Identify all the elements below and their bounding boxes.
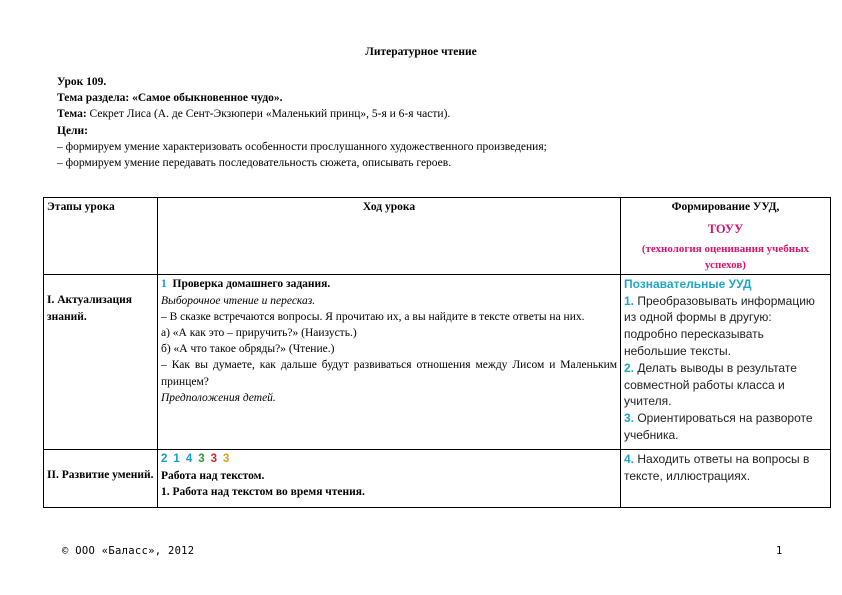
- header-toou: ТОУУ: [707, 222, 744, 237]
- question-b: б) «А что такое обряды?» (Чтение.): [161, 343, 335, 356]
- stage-name: I. Актуализация знаний.: [47, 294, 133, 323]
- course-cell: [158, 450, 621, 508]
- footer-page-number: 1: [776, 545, 783, 557]
- topic-value: Секрет Лиса (А. де Сент-Экзюпери «Маленький принц», 5-я и 6-я части).: [86, 108, 451, 121]
- table-row: [44, 275, 831, 450]
- topic-line: [57, 106, 797, 122]
- step-title-line: [161, 276, 617, 292]
- stage-name: II. Развитие умений.: [47, 469, 154, 482]
- page-title: Литературное чтение: [365, 46, 477, 58]
- lesson-header: [57, 74, 797, 171]
- work-subtitle: 1. Работа над текстом во время чтения.: [161, 485, 365, 498]
- footer-copyright: © ООО «Баласс», 2012: [62, 545, 195, 557]
- uud-cell: [621, 450, 831, 508]
- question-text: – Как вы думаете, как дальше будут развиваться отношения между Лисом и Маленьким принцем?: [161, 359, 617, 388]
- lesson-number: Урок 109.: [57, 76, 107, 88]
- uud-item-number: 3.: [624, 411, 635, 426]
- uud-item-number: 1.: [624, 293, 635, 308]
- score-digit: 3: [223, 453, 230, 466]
- uud-item-text: Делать выводы в результате совместной работы класса и учителя.: [624, 360, 797, 409]
- question-a: а) «А как это – приручить?» (Наизусть.): [161, 327, 357, 340]
- score-digit: 1: [173, 453, 180, 466]
- table-row: [44, 450, 831, 508]
- answer-text: Предположения детей.: [161, 391, 276, 404]
- header-stages: Этапы урока: [44, 198, 158, 275]
- section-value: «Самое обыкновенное чудо».: [129, 92, 283, 105]
- section-label: Тема раздела:: [57, 92, 130, 105]
- step-number: 1: [161, 278, 167, 291]
- score-digit: 3: [198, 453, 205, 466]
- uud-item-number: 4.: [624, 452, 635, 467]
- score-digit: 3: [210, 453, 218, 466]
- section-line: [57, 90, 797, 106]
- header-course: Ход урока: [158, 198, 621, 275]
- uud-item: [624, 451, 827, 485]
- score-digits: [161, 451, 617, 467]
- task-text: Выборочное чтение и пересказ.: [161, 294, 316, 307]
- uud-heading: Познавательные УУД: [624, 277, 752, 292]
- goals-label: Цели:: [57, 124, 88, 137]
- course-cell: [158, 275, 621, 450]
- lesson-table: [43, 197, 831, 508]
- header-toou-sub: (технология оценивания учебных успехов): [641, 243, 810, 272]
- work-title: Работа над текстом.: [161, 469, 265, 482]
- uud-item: [624, 360, 827, 410]
- uud-item: [624, 293, 827, 360]
- score-digit: 2: [161, 453, 168, 466]
- stage-cell: [44, 450, 158, 508]
- score-digit: 4: [185, 453, 193, 466]
- uud-item-text: Преобразовывать информацию из одной формы в другую: подробно пересказывать небольшие тексты.: [624, 293, 815, 358]
- stage-cell: [44, 275, 158, 450]
- header-uud-title: Формирование УУД,: [671, 201, 780, 213]
- intro-text: – В сказке встречаются вопросы. Я прочитаю их, а вы найдите в тексте ответы на них.: [161, 310, 585, 323]
- uud-item: [624, 410, 827, 444]
- table-header-row: [44, 198, 831, 275]
- goal-item: – формируем умение характеризовать особенности прослушанного художественного произведения;: [57, 140, 547, 153]
- uud-item-number: 2.: [624, 360, 635, 375]
- step-title: Проверка домашнего задания.: [172, 278, 331, 291]
- header-uud: [621, 198, 831, 275]
- uud-item-text: Находить ответы на вопросы в тексте, иллюстрациях.: [624, 452, 810, 484]
- uud-cell: [621, 275, 831, 450]
- topic-label: Тема:: [57, 108, 87, 121]
- uud-item-text: Ориентироваться на развороте учебника.: [624, 411, 813, 442]
- goal-item: – формируем умение передавать последовательность сюжета, описывать героев.: [57, 157, 452, 170]
